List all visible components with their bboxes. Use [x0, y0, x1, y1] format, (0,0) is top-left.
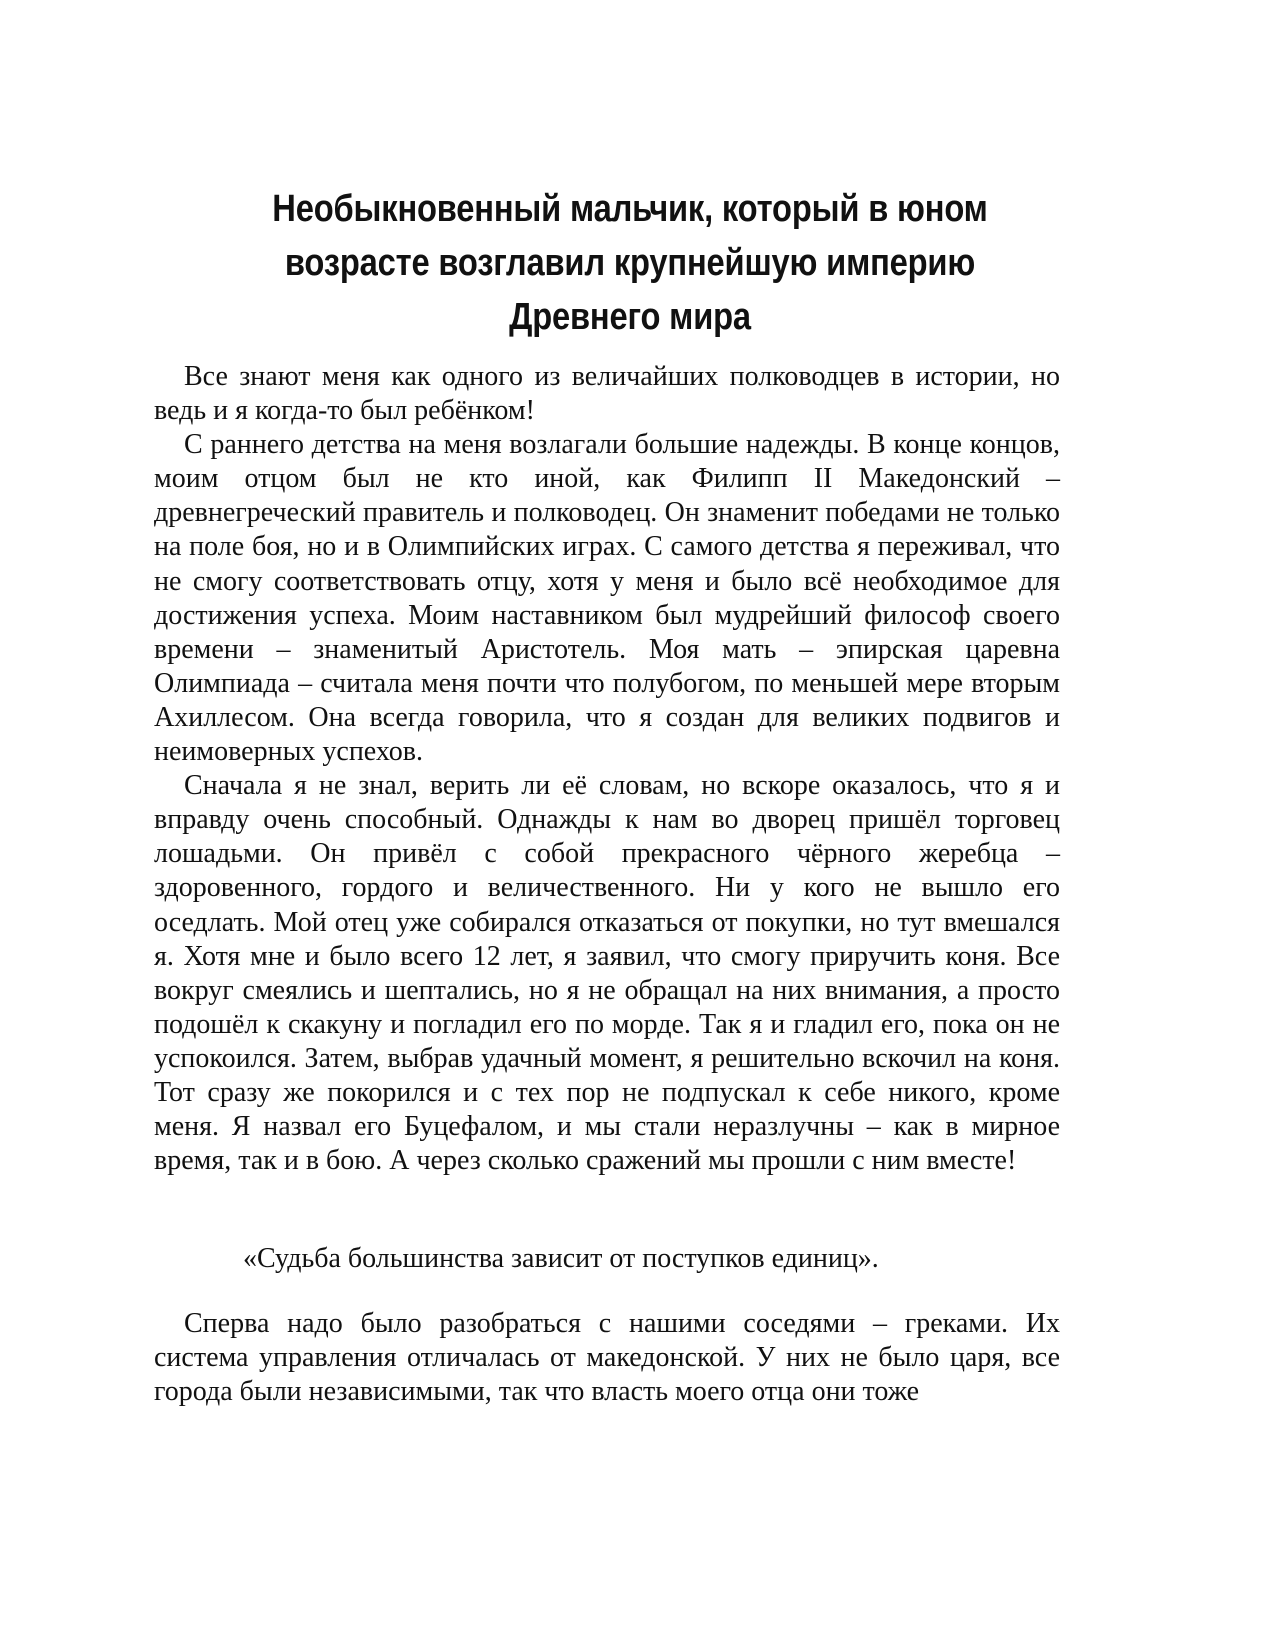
title-line-3: Древнего мира — [509, 296, 751, 338]
paragraph-3: Сначала я не знал, верить ли её словам, но вскоре оказалось, что я и вправду очень способный. Однажды к нам во дворец пришёл торговец лошадьми. Он привёл с собой прекрасного чёрного жеребца – здоровенного, гордого и величественного. Ни у кого не вышло его оседлать. Мой отец уже собирался отказаться от покупки, но тут вмешался я. Хотя мне и было всего 12 лет, я заявил, что смогу приручить коня. Все вокруг смеялись и шептались, но я не обращал на них внимания, а просто подошёл к скакуну и погладил его по морде. Так я и гладил его, пока он не успокоился. Затем, выбрав удачный момент, я решительно вскочил на коня. Тот сразу же покорился и с тех пор не подпускал к себе никого, кроме меня. Я назвал его Буцефалом, и мы стали неразлучны – как в мирное время, так и в бою. А через сколько сражений мы прошли с ним вместе! — [154, 770, 1060, 1177]
quote: «Судьба большинства зависит от поступков единиц». — [243, 1243, 879, 1274]
body-text — [154, 360, 1060, 1178]
page-title — [217, 182, 1043, 344]
paragraph-2: С раннего детства на меня возлагали большие надежды. В конце концов, моим отцом был не кто иной, как Филипп II Македонский – древнегреческий правитель и полководец. Он знаменит победами не только на поле боя, но и в Олимпийских играх. С самого детства я переживал, что не смогу соответствовать отцу, хотя у меня и было всё необходимое для достижения успеха. Моим наставником был мудрейший философ своего времени – знаменитый Аристотель. Моя мать – эпирская царевна Олимпиада – считала меня почти что полубогом, по меньшей мере вторым Ахиллесом. Она всегда говорила, что я создан для великих подвигов и неимоверных успехов. — [154, 429, 1060, 768]
body-text-continued — [154, 1307, 1060, 1409]
title-line-1: Необыкновенный мальчик, который в юном — [272, 188, 988, 230]
title-line-2: возрасте возглавил крупнейшую империю — [284, 242, 976, 284]
paragraph-4: Сперва надо было разобраться с нашими соседями – греками. Их система управления отличалась от македонской. У них не было царя, все города были независимыми, так что власть моего отца они тоже — [154, 1308, 1060, 1408]
paragraph-1: Все знают меня как одного из величайших полководцев в истории, но ведь и я когда-то был ребёнком! — [154, 361, 1060, 427]
